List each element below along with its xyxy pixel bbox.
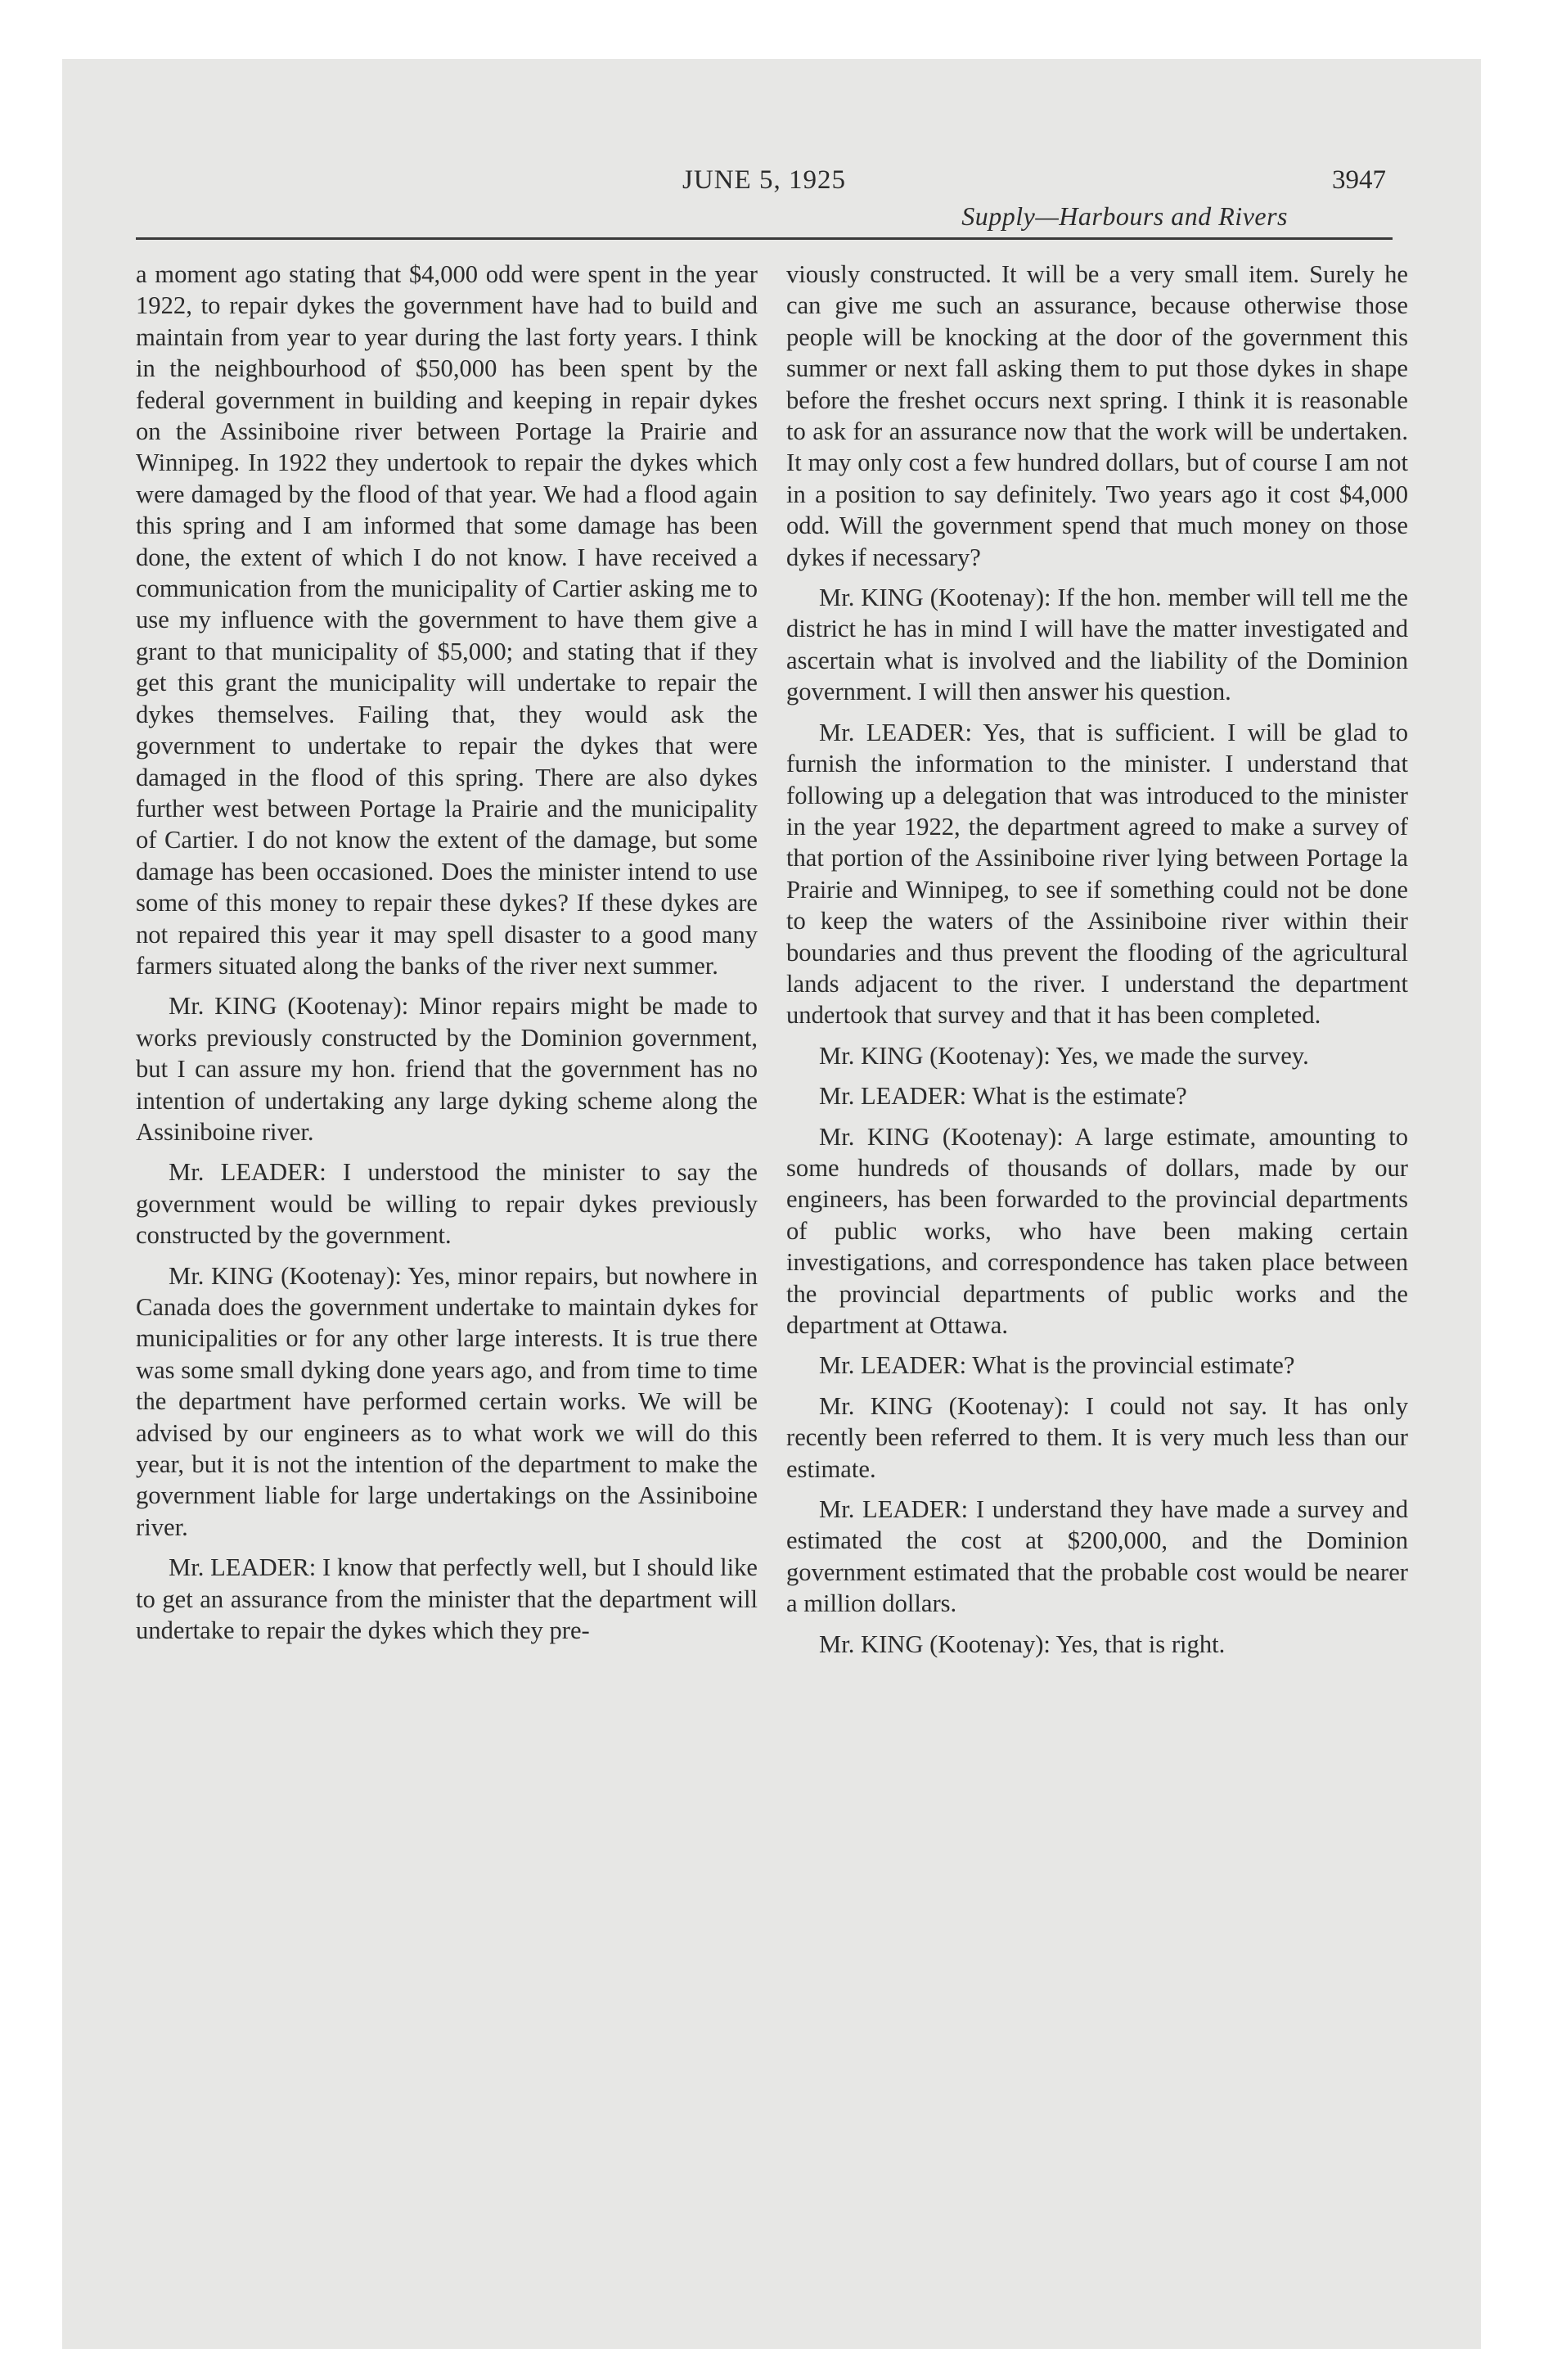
paragraph: Mr. KING (Kootenay): A large estimate, amounting to some hundreds of thousands of dollars, made by our engineers, has been forwarded to the provincial departments of public works, who have been making certain investigations, and correspondence has taken place between the provincial departments of public works and the department at Ottawa.: [786, 1122, 1408, 1339]
paragraph: Mr. LEADER: I know that perfectly well, but I should like to get an assurance from the minister that the department will undertake to repair the dykes which they pre-: [136, 1553, 758, 1645]
paragraph: Mr. KING (Kootenay): Yes, minor repairs, but nowhere in Canada does the government undertake to maintain dykes for municipalities or for any other large interests. It is true there was some small dyking done years ago, and from time to time the department have performed certain works. We will be advised by our engineers as to what work we will do this year, but it is not the intention of the department to make the government liable for large undertakings on the Assiniboine river.: [136, 1261, 758, 1541]
paragraph: a moment ago stating that $4,000 odd were spent in the year 1922, to repair dykes the government have had to build and maintain from year to year during the last forty years. I think in the neighbourhood of $50,000 has been spent by the federal government in building and keeping in repair dykes on the Assiniboine river between Portage la Prairie and Winnipeg. In 1922 they undertook to repair the dykes which were damaged by the flood of that year. We had a flood again this spring and I am informed that some damage has been done, the extent of which I do not know. I have received a communication from the municipality of Cartier asking me to use my influence with the government to have them give a grant to that municipality of $5,000; and stating that if they get this grant the municipality will undertake to repair the dykes themselves. Failing that, they would ask the government to undertake to repair the dykes that were damaged in the flood of this spring. There are also dykes further west between Portage la Prairie and the municipality of Cartier. I do not know the extent of the damage, but some damage has been occasioned. Does the minister intend to use some of this money to repair these dykes? If these dykes are not repaired this year it may spell disaster to a good many farmers situated along the banks of the river next summer.: [136, 260, 758, 980]
paragraph: Mr. KING (Kootenay): If the hon. member will tell me the district he has in mind I will have the matter investigated and ascertain what is involved and the liability of the Dominion government. I will then answer his question.: [786, 584, 1408, 706]
paragraph: Mr. LEADER: I understand they have made a survey and estimated the cost at $200,000, and the Dominion government estimated that the probable cost would be nearer a million dollars.: [786, 1495, 1408, 1618]
page-header: [136, 157, 1393, 236]
paragraph: Mr. KING (Kootenay): Minor repairs might be made to works previously constructed by the Dominion government, but I can assure my hon. friend that the government has no intention of undertaking any large dyking scheme along the Assiniboine river.: [136, 992, 758, 1146]
paragraph: viously constructed. It will be a very small item. Surely he can give me such an assurance, because otherwise those people will be knocking at the door of the government this summer or next fall asking them to put those dykes in shape before the freshet occurs next spring. I think it is reasonable to ask for an assurance now that the work will be undertaken. It may only cost a few hundred dollars, but of course I am not in a position to say definitely. Two years ago it cost $4,000 odd. Will the government spend that much money on those dykes if necessary?: [786, 260, 1408, 571]
paragraph: Mr. LEADER: Yes, that is sufficient. I will be glad to furnish the information to the minister. I understand that following up a delegation that was introduced to the minister in the year 1922, the department agreed to make a survey of that portion of the Assiniboine river lying between Portage la Prairie and Winnipeg, to see if something could not be done to keep the waters of the Assiniboine river within their boundaries and thus prevent the flooding of the agricultural lands adjacent to the river. I understand the department undertook that survey and that it has been completed.: [786, 718, 1408, 1030]
right-column: [786, 259, 1408, 2190]
paragraph: Mr. LEADER: What is the provincial estimate?: [819, 1351, 1295, 1380]
paragraph: Mr. LEADER: I understood the minister to say the government would be willing to repair dykes previously constructed by the government.: [136, 1158, 758, 1250]
header-rule: [136, 237, 1393, 240]
paragraph: Mr. KING (Kootenay): I could not say. It has only recently been referred to them. It is very much less than our estimate.: [786, 1391, 1408, 1483]
header-date: JUNE 5, 1925: [682, 165, 846, 195]
paragraph: Mr. KING (Kootenay): Yes, that is right.: [819, 1629, 1226, 1658]
left-column: [136, 259, 758, 2190]
paragraph: Mr. LEADER: What is the estimate?: [819, 1082, 1187, 1111]
paragraph: Mr. KING (Kootenay): Yes, we made the survey.: [819, 1041, 1309, 1070]
page-number: 3947: [1332, 165, 1386, 195]
running-subject: Supply—Harbours and Rivers: [961, 201, 1288, 231]
